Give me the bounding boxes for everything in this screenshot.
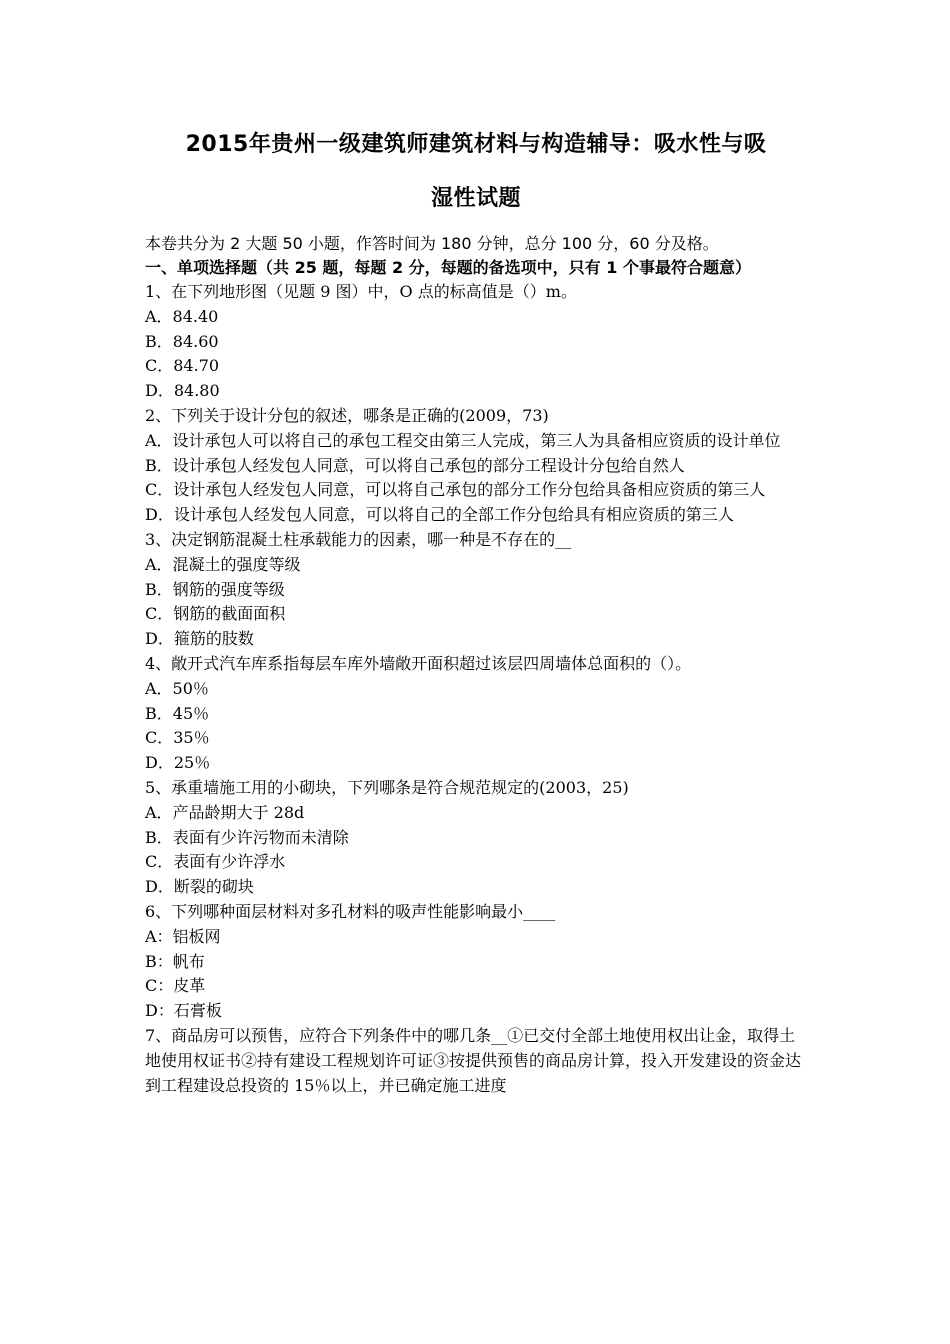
question-option: A．50％ bbox=[145, 678, 209, 698]
question-stem: 6、下列哪种面层材料对多孔材料的吸声性能影响最小____ bbox=[145, 901, 556, 921]
question-option: D：石膏板 bbox=[145, 1001, 222, 1021]
question-option: C．钢筋的截面面积 bbox=[145, 604, 286, 624]
question-option: B．表面有少许污物而未清除 bbox=[145, 827, 349, 847]
question-stem: 2、下列关于设计分包的叙述，哪条是正确的(2009，73) bbox=[145, 405, 549, 425]
question-1 bbox=[145, 280, 807, 404]
question-option: D．断裂的砌块 bbox=[145, 877, 254, 897]
title-line-1: 2015年贵州一级建筑师建筑材料与构造辅导：吸水性与吸 bbox=[185, 132, 767, 157]
question-option: C：皮革 bbox=[145, 976, 206, 996]
question-option: A：铝板网 bbox=[145, 926, 221, 946]
question-stem: 4、敞开式汽车库系指每层车库外墙敞开面积超过该层四周墙体总面积的（）。 bbox=[145, 653, 692, 673]
question-option: B．45％ bbox=[145, 703, 210, 723]
question-option: B．84.60 bbox=[145, 331, 219, 351]
section-heading: 一、单项选择题（共 25 题，每题 2 分，每题的备选项中，只有 1 个事最符合题意） bbox=[145, 258, 751, 277]
question-5 bbox=[145, 776, 807, 900]
question-stem: 5、承重墙施工用的小砌块，下列哪条是符合规范规定的(2003，25) bbox=[145, 777, 629, 797]
question-7 bbox=[145, 1024, 807, 1098]
question-option: C．35％ bbox=[145, 728, 210, 748]
question-option: D．箍筋的肢数 bbox=[145, 629, 254, 649]
document-title bbox=[145, 118, 807, 226]
question-2 bbox=[145, 404, 807, 528]
question-3 bbox=[145, 528, 807, 652]
question-stem: 1、在下列地形图（见题 9 图）中，O 点的标高值是（）m。 bbox=[145, 282, 577, 301]
question-option: B．设计承包人经发包人同意，可以将自己承包的部分工程设计分包给自然人 bbox=[145, 455, 685, 475]
question-option: C．设计承包人经发包人同意，可以将自己承包的部分工作分包给具备相应资质的第三人 bbox=[145, 480, 766, 500]
question-option: A．产品龄期大于 28d bbox=[145, 802, 305, 822]
question-option: C．84.70 bbox=[145, 356, 220, 376]
question-option: D．25％ bbox=[145, 753, 211, 773]
question-stem: 3、决定钢筋混凝土柱承载能力的因素，哪一种是不存在的__ bbox=[145, 529, 572, 549]
question-option: D．84.80 bbox=[145, 381, 220, 401]
question-stem: 7、商品房可以预售，应符合下列条件中的哪几条__①已交付全部土地使用权出让金，取得土地使用权证书②持有建设工程规划许可证③按提供预售的商品房计算，投入开发建设的资金达到工程建设总投资的 15％以上，并已确定施工进度 bbox=[145, 1025, 802, 1095]
question-option: D．设计承包人经发包人同意，可以将自己的全部工作分包给具有相应资质的第三人 bbox=[145, 505, 734, 525]
title-line-2: 湿性试题 bbox=[430, 186, 521, 211]
question-4 bbox=[145, 652, 807, 776]
question-option: A．设计承包人可以将自己的承包工程交由第三人完成，第三人为具备相应资质的设计单位 bbox=[145, 430, 781, 450]
question-option: B：帆布 bbox=[145, 951, 205, 971]
question-option: C．表面有少许浮水 bbox=[145, 852, 286, 872]
question-option: A．84.40 bbox=[145, 306, 219, 326]
question-option: B．钢筋的强度等级 bbox=[145, 579, 285, 599]
question-6 bbox=[145, 900, 807, 1024]
question-option: A．混凝土的强度等级 bbox=[145, 554, 301, 574]
exam-intro: 本卷共分为 2 大题 50 小题，作答时间为 180 分钟，总分 100 分，60 分及格。 bbox=[145, 234, 719, 253]
